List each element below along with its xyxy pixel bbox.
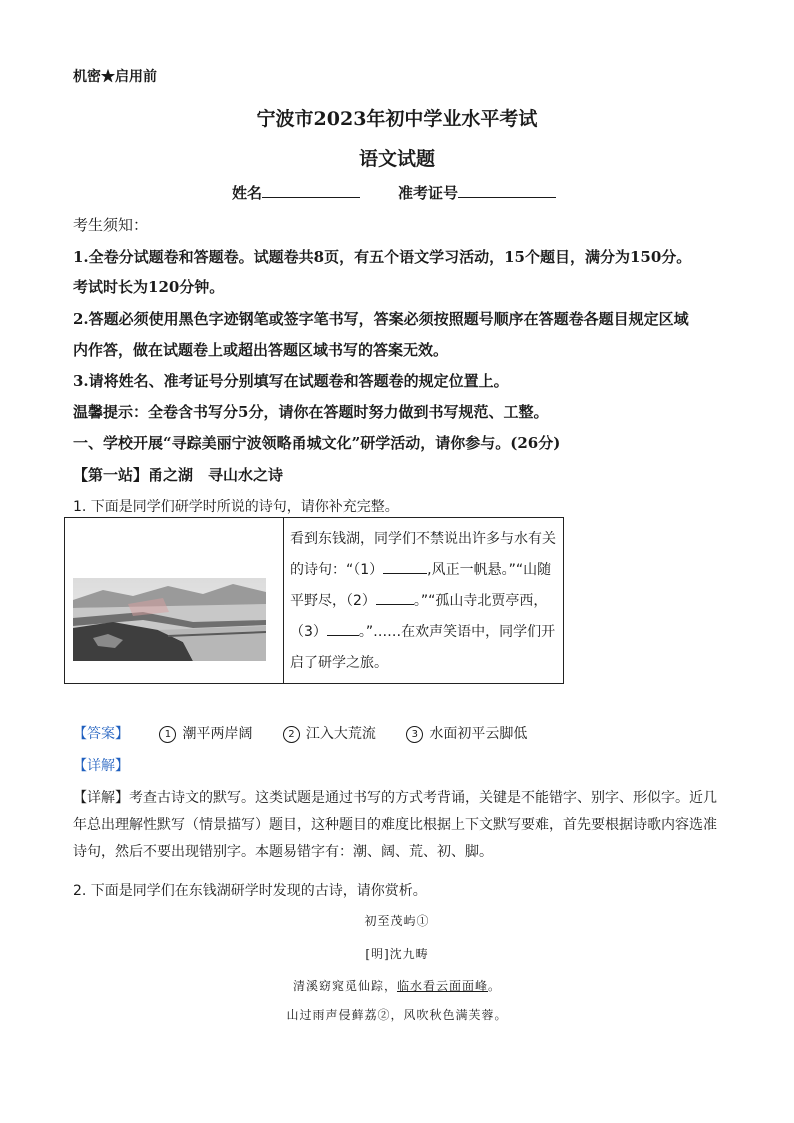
notice-item-2-line-2: 内作答，做在试题卷上或超出答题区域书写的答案无效。 — [73, 341, 449, 359]
poem-line-1-end: 。 — [488, 979, 502, 993]
poem-line-1 — [0, 977, 794, 994]
answer-text-2: 江入大荒流 — [305, 726, 376, 742]
section-1-heading: 一、学校开展“寻踪美丽宁波领略甬城文化”研学活动，请你参与。(26分) — [73, 434, 561, 452]
question-1-table — [64, 517, 564, 684]
writing-tip: 温馨提示：全卷含书写分5分，请你在答题时努力做到书写规范、工整。 — [73, 403, 549, 421]
id-blank[interactable] — [458, 183, 556, 198]
question-1-prompt: 1. 下面是同学们研学时所说的诗句，请你补充完整。 — [73, 499, 399, 515]
answer-blank-3[interactable] — [327, 621, 359, 636]
notice-item-1-line-1: 1.全卷分试题卷和答题卷。试题卷共8页，有五个语文学习活动，15个题目，满分为150分。 — [73, 248, 692, 266]
question-1-answer-row — [73, 723, 527, 743]
detail-tag: 【详解】 — [73, 758, 129, 774]
answer-item-2 — [283, 723, 376, 743]
confidential-label: 机密★启用前 — [73, 69, 157, 85]
question-1-text-a: 看到东钱湖，同学们不禁说出许多与水有关的诗句：“（1） — [290, 531, 556, 578]
name-blank[interactable] — [262, 183, 360, 198]
question-2-prompt: 2. 下面是同学们在东钱湖研学时发现的古诗，请你赏析。 — [73, 883, 427, 899]
circle-number-1: 1 — [159, 726, 176, 743]
candidate-info-row — [232, 182, 556, 203]
lake-photo — [73, 578, 266, 661]
detail-text: 考查古诗文的默写。这类试题是通过书写的方式考背诵，关键是不能错字、别字、形似字。近几年总出理解性默写（情景描写）题目，这种题目的难度比根据上下文默写要难，首先要根据诗歌内容选准诗句，然后不要出现错别字。本题易错字有：潮、阔、荒、初、脚。 — [73, 790, 717, 860]
notice-item-2-line-1: 2.答题必须使用黑色字迹钢笔或签字笔书写，答案必须按照题号顺序在答题卷各题目规定区域 — [73, 310, 689, 328]
question-1-text-b: ,风正一帆悬。”“山随平野尽，（2） — [290, 562, 552, 609]
lake-photo-cell — [65, 518, 284, 683]
answer-text-1: 潮平两岸阔 — [182, 726, 253, 742]
answer-blank-2[interactable] — [376, 590, 414, 605]
circle-number-2: 2 — [283, 726, 300, 743]
poem-title: 初至茂屿① — [364, 914, 430, 928]
notice-item-3: 3.请将姓名、准考证号分别填写在试题卷和答题卷的规定位置上。 — [73, 372, 509, 390]
answer-item-3 — [406, 723, 527, 743]
station-1-heading: 【第一站】甬之湖 寻山水之诗 — [73, 466, 284, 484]
answer-text-3: 水面初平云脚低 — [429, 726, 528, 742]
answer-item-1 — [159, 723, 252, 743]
question-1-text-d: 。”……在欢声笑语中，同学们开启了研学之旅。 — [290, 624, 556, 671]
poem-author: [明]沈九畴 — [365, 947, 429, 961]
exam-title: 宁波市2023年初中学业水平考试 — [256, 108, 538, 130]
answer-tag: 【答案】 — [73, 726, 129, 742]
id-label: 准考证号 — [398, 184, 459, 202]
circle-number-3: 3 — [406, 726, 423, 743]
poem-line-2: 山过雨声侵藓荔②，风吹秋色满芙蓉。 — [286, 1008, 508, 1022]
exam-subtitle: 语文试题 — [358, 148, 435, 170]
poem-line-1-a: 清溪窈窕觅仙踪， — [292, 979, 397, 993]
question-1-explanation — [73, 785, 723, 866]
detail-label: 【详解】 — [73, 790, 129, 806]
question-1-text-c: 。”“孤山寺北贾亭西，（3） — [290, 593, 548, 640]
answer-blank-1[interactable] — [383, 559, 427, 574]
notice-heading: 考生须知： — [73, 216, 149, 234]
notice-item-1-line-2: 考试时长为120分钟。 — [73, 278, 225, 296]
question-1-text — [284, 518, 563, 683]
name-label: 姓名 — [232, 184, 263, 202]
poem-line-1-underlined: 临水看云面面峰 — [396, 979, 488, 993]
